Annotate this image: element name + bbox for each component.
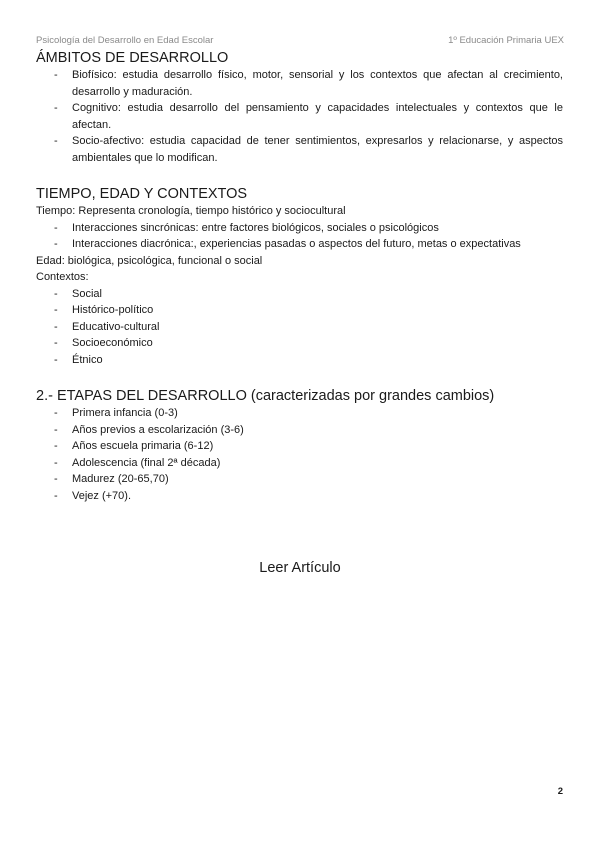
dash-bullet: - — [54, 304, 58, 316]
dash-bullet: - — [54, 221, 58, 234]
dash-bullet: - — [54, 135, 58, 147]
page-number: 2 — [557, 786, 563, 797]
list-item: - Años escuela primaria (6-12) — [36, 438, 563, 455]
list-item: - Social — [36, 286, 563, 303]
dash-bullet: - — [54, 353, 58, 366]
dash-bullet: - — [54, 489, 58, 502]
list-item: - Étnico — [36, 352, 563, 369]
list-item: - Años previos a escolarización (3-6) — [36, 422, 563, 439]
dash-bullet: - — [54, 102, 58, 114]
dash-bullet: - — [54, 440, 58, 452]
section-title-tiempo: TIEMPO, EDAD Y CONTEXTOS — [36, 186, 248, 202]
section-title-ambitos: ÁMBITOS DE DESARROLLO — [36, 50, 229, 66]
dash-bullet: - — [54, 407, 58, 419]
list-item: - Histórico-político — [36, 302, 563, 319]
contextos-list — [36, 286, 563, 369]
dash-bullet: - — [54, 320, 58, 333]
dash-bullet: - — [54, 287, 58, 300]
list-item: - Cognitivo: estudia desarrollo del pensamiento y capacidades intelectuales y contextos que le afectan. — [54, 102, 563, 131]
dash-bullet: - — [54, 456, 58, 469]
ambitos-list — [36, 67, 563, 166]
running-header-left: Psicología del Desarrollo en Edad Escolar — [36, 35, 214, 46]
list-item: - Interacciones sincrónicas: entre factores biológicos, sociales o psicológicos — [36, 220, 563, 237]
list-item: - Primera infancia (0-3) — [36, 405, 563, 422]
page-content — [36, 49, 563, 504]
tiempo-line: Tiempo: Representa cronología, tiempo histórico y sociocultural — [36, 205, 346, 217]
list-item: - Socioeconómico — [36, 335, 563, 352]
interacciones-list — [36, 220, 563, 253]
dash-bullet: - — [54, 69, 58, 81]
list-item: - Socio-afectivo: estudia capacidad de tener sentimientos, expresarlos y relacionarse, y aspectos ambientales que lo modifican. — [54, 135, 563, 164]
list-item: - Madurez (20-65,70) — [36, 471, 563, 488]
edad-line: Edad: biológica, psicológica, funcional o social — [36, 254, 263, 267]
list-item: - Biofísico: estudia desarrollo físico, motor, sensorial y los contextos que afectan al crecimiento, desarrollo y maduración. — [54, 69, 563, 98]
list-item: - Educativo-cultural — [36, 319, 563, 336]
dash-bullet: - — [54, 473, 58, 485]
running-header-right: 1º Educación Primaria UEX — [448, 35, 564, 46]
list-item: - Interacciones diacrónica:, experiencias pasadas o aspectos del futuro, metas o expectativas — [36, 236, 563, 253]
dash-bullet: - — [54, 337, 58, 349]
etapas-list — [36, 405, 563, 504]
contextos-label: Contextos: — [36, 271, 89, 283]
leer-articulo-link[interactable]: Leer Artículo — [259, 560, 341, 576]
dash-bullet: - — [54, 423, 58, 436]
list-item: - Vejez (+70). — [36, 488, 563, 505]
list-item: - Adolescencia (final 2ª década) — [36, 455, 563, 472]
section-title-etapas: 2.- ETAPAS DEL DESARROLLO (caracterizadas por grandes cambios) — [36, 388, 495, 404]
dash-bullet: - — [54, 238, 58, 250]
